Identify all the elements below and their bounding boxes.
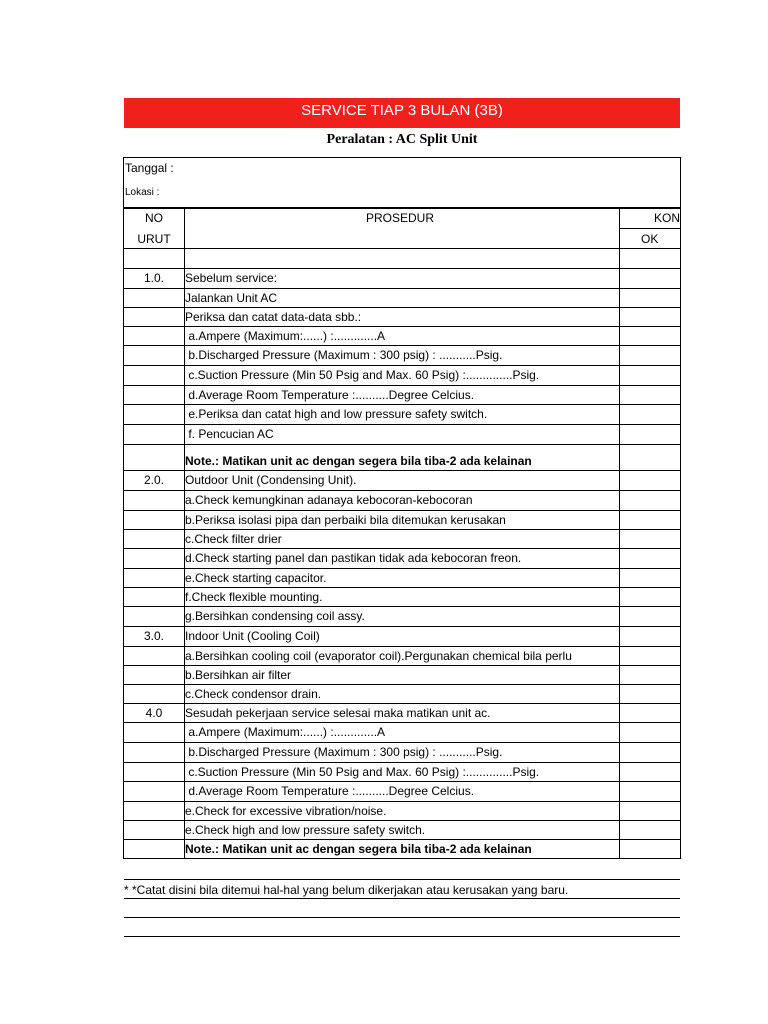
row-divider <box>124 326 680 327</box>
row-divider <box>124 365 680 366</box>
row-divider <box>124 684 680 685</box>
procedure-text: c.Suction Pressure (Min 50 Psig and Max. 60 Psig) :..............Psig. <box>185 368 540 382</box>
row-divider <box>124 626 680 627</box>
procedure-text: e.Check starting capacitor. <box>185 571 327 585</box>
row-divider <box>124 587 680 588</box>
procedure-text: b.Discharged Pressure (Maximum : 300 psig) : ...........Psig. <box>185 745 503 759</box>
footer-line-3 <box>124 917 680 918</box>
header-urut: URUT <box>137 232 171 246</box>
procedure-text: Periksa dan catat data-data sbb.: <box>185 310 362 324</box>
row-number: 1.0. <box>143 271 164 285</box>
procedure-text: Sebelum service: <box>185 271 278 285</box>
procedure-text: c.Check filter drier <box>185 532 282 546</box>
row-divider <box>124 703 680 704</box>
header-ok-line <box>620 228 680 229</box>
procedure-text: Outdoor Unit (Condensing Unit). <box>185 473 357 487</box>
row-divider <box>124 839 680 840</box>
row-number: 2.0. <box>143 473 164 487</box>
row-divider <box>124 490 680 491</box>
equipment-label: Peralatan : AC Split Unit <box>326 132 478 147</box>
row-divider <box>124 722 680 723</box>
procedure-text: f. Pencucian AC <box>185 427 274 441</box>
header-bottom-line <box>124 248 680 249</box>
row-divider <box>124 762 680 763</box>
row-divider <box>124 345 680 346</box>
row-divider <box>124 424 680 425</box>
procedure-text: a.Check kemungkinan adanaya kebocoran-kebocoran <box>185 493 473 507</box>
procedure-text: c.Check condensor drain. <box>185 687 322 701</box>
procedure-text: a.Ampere (Maximum:......) :.............A <box>185 725 386 739</box>
procedure-text: a.Bersihkan cooling coil (evaporator coil).Pergunakan chemical bila perlu <box>185 649 572 663</box>
row-number: 4.0 <box>145 706 163 720</box>
row-number: 3.0. <box>143 629 164 643</box>
procedure-text: c.Suction Pressure (Min 50 Psig and Max. 60 Psig) :..............Psig. <box>185 765 540 779</box>
procedure-text: e.Check high and low pressure safety switch. <box>185 823 426 837</box>
procedure-text: Jalankan Unit AC <box>185 291 278 305</box>
procedure-text: f.Check flexible mounting. <box>185 590 323 604</box>
row-divider <box>124 529 680 530</box>
row-divider <box>124 288 680 289</box>
row-divider <box>124 820 680 821</box>
header-top-line <box>124 207 680 209</box>
row-divider <box>124 307 680 308</box>
procedure-text: Sesudah pekerjaan service selesai maka matikan unit ac. <box>185 706 491 720</box>
procedure-text: a.Ampere (Maximum:......) :.............A <box>185 329 386 343</box>
row-divider <box>124 801 680 802</box>
footer-note: * *Catat disini bila ditemui hal-hal yang belum dikerjakan atau kerusakan yang baru. <box>124 883 569 897</box>
procedure-text: Note.: Matikan unit ac dengan segera bila tiba-2 ada kelainan <box>185 842 532 856</box>
row-divider <box>124 548 680 549</box>
row-divider <box>124 568 680 569</box>
procedure-text: Note.: Matikan unit ac dengan segera bila tiba-2 ada kelainan <box>185 454 532 468</box>
row-divider <box>124 444 680 445</box>
header-ok: OK <box>641 232 659 246</box>
row-divider <box>124 385 680 386</box>
table-left-border <box>123 157 124 859</box>
row-divider <box>124 646 680 647</box>
table-right-border <box>680 157 681 859</box>
row-divider <box>124 665 680 666</box>
form-title: SERVICE TIAP 3 BULAN (3B) <box>124 98 680 128</box>
procedure-text: b.Bersihkan air filter <box>185 668 292 682</box>
empty-row-line <box>124 268 680 269</box>
procedure-text: d.Average Room Temperature :..........Degree Celcius. <box>185 388 475 402</box>
header-kon: KON <box>654 211 681 225</box>
procedure-text: Indoor Unit (Cooling Coil) <box>185 629 320 643</box>
footer-line-1 <box>124 879 680 880</box>
table-bottom-border <box>124 858 680 859</box>
procedure-text: b.Periksa isolasi pipa dan perbaiki bila ditemukan kerusakan <box>185 513 506 527</box>
row-divider <box>124 742 680 743</box>
row-divider <box>124 606 680 607</box>
header-no: NO <box>145 211 163 225</box>
table-top-border <box>124 157 680 158</box>
procedure-text: e.Check for excessive vibration/noise. <box>185 804 387 818</box>
row-divider <box>124 470 680 471</box>
row-divider <box>124 510 680 511</box>
procedure-text: g.Bersihkan condensing coil assy. <box>185 609 365 623</box>
row-divider <box>124 781 680 782</box>
procedure-text: e.Periksa dan catat high and low pressure safety switch. <box>185 407 488 421</box>
header-prosedur: PROSEDUR <box>366 211 435 225</box>
lokasi-label: Lokasi : <box>125 187 160 198</box>
tanggal-label: Tanggal : <box>125 161 174 175</box>
footer-line-2 <box>124 898 680 899</box>
procedure-text: b.Discharged Pressure (Maximum : 300 psig) : ...........Psig. <box>185 348 503 362</box>
procedure-text: d.Average Room Temperature :..........Degree Celcius. <box>185 784 475 798</box>
row-divider <box>124 404 680 405</box>
procedure-text: d.Check starting panel dan pastikan tidak ada kebocoran freon. <box>185 551 522 565</box>
footer-line-4 <box>124 936 680 937</box>
